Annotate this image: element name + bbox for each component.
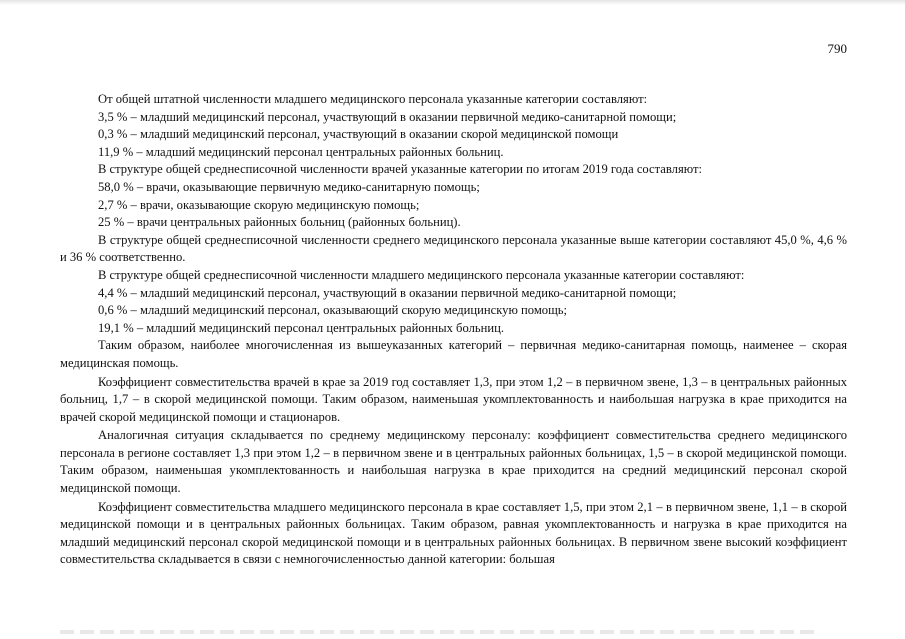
- paragraph: Коэффициент совместительства врачей в крае за 2019 год составляет 1,3, при этом 1,2 – в первичном звене, 1,3 – в центральных районных больниц, 1,7 – в скорой медицинской помощи. Таким образом, наименьшая укомплектованность и наибольшая нагрузка в крае приходится на врачей скорой медицинской помощи и стационаров.: [60, 374, 847, 424]
- paragraph: 58,0 % – врачи, оказывающие первичную медико-санитарную помощь;: [98, 179, 480, 194]
- body-text: [60, 91, 847, 569]
- paragraph: 25 % – врачи центральных районных больниц (районных больниц).: [98, 215, 461, 230]
- paragraph: 0,3 % – младший медицинский персонал, участвующий в оказании скорой медицинской помощи: [98, 127, 619, 142]
- page-number: 790: [827, 41, 847, 56]
- paragraph: Таким образом, наиболее многочисленная из вышеуказанных категорий – первичная медико-санитарная помощь, наименее – скорая медицинская помощь.: [60, 338, 847, 370]
- paragraph: 11,9 % – младший медицинский персонал центральных районных больниц.: [98, 144, 504, 159]
- paragraph: В структуре общей среднесписочной численности младшего медицинского персонала указанные категории составляют:: [98, 267, 745, 282]
- paragraph: В структуре общей среднесписочной численности среднего медицинского персонала указанные выше категории составляют 45,0 %, 4,6 % и 36 % соответственно.: [60, 232, 847, 265]
- paragraph: Коэффициент совместительства младшего медицинского персонала в крае составляет 1,5, при этом 2,1 – в первичном звене, 1,1 – в скорой медицинской помощи и в центральных районных больницах. Таким образом, равная укомплектованность и нагрузка в крае приходится на младший медицинский персонал скорой медицинской помощи и в центральных районных больницах. В первичном звене высокий коэффициент совместительства складывается в связи с немногочисленностью данной категории: большая: [60, 499, 847, 567]
- paragraph: 19,1 % – младший медицинский персонал центральных районных больниц.: [98, 320, 504, 335]
- paragraph: 2,7 % – врачи, оказывающие скорую медицинскую помощь;: [98, 197, 420, 212]
- scan-edge-bottom: [60, 630, 820, 634]
- paragraph: 4,4 % – младший медицинский персонал, участвующий в оказании первичной медико-санитарной помощи;: [98, 285, 677, 300]
- paragraph: В структуре общей среднесписочной численности врачей указанные категории по итогам 2019 года составляют:: [98, 162, 702, 177]
- paragraph: 3,5 % – младший медицинский персонал, участвующий в оказании первичной медико-санитарной помощи;: [98, 109, 677, 124]
- paragraph: От общей штатной численности младшего медицинского персонала указанные категории составляют:: [98, 92, 648, 106]
- scan-edge-top: [0, 0, 905, 5]
- paragraph: 0,6 % – младший медицинский персонал, оказывающий скорую медицинскую помощь;: [98, 303, 568, 318]
- paragraph: Аналогичная ситуация складывается по среднему медицинскому персоналу: коэффициент совместительства среднего медицинского персонала в регионе составляет 1,3 при этом 1,2 – в первичном звене и в центральных районных больницах, 1,5 – в скорой медицинской помощи. Таким образом, наименьшая укомплектованность и наибольшая нагрузка в крае приходится на средний медицинский персонал скорой медицинской помощи.: [60, 428, 847, 496]
